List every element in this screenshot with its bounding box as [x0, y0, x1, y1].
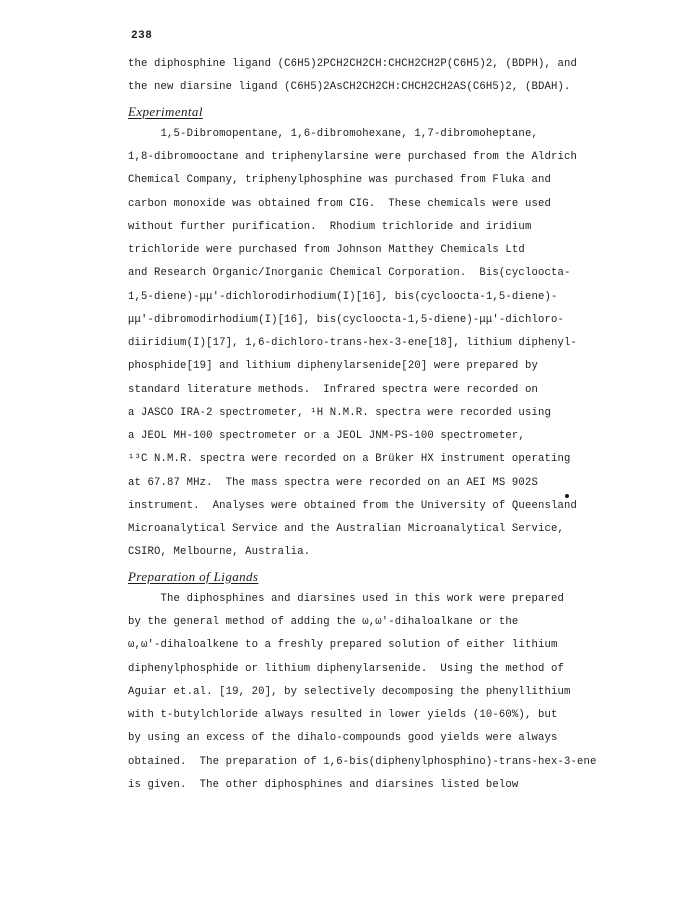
text-line: 1,5-diene)-μμ'-dichlorodirhodium(I)[16], bis(cycloocta-1,5-diene)- — [128, 290, 558, 303]
text-line: without further purification. Rhodium trichloride and iridium — [128, 220, 532, 233]
text-line: μμ'-dibromodirhodium(I)[16], bis(cycloocta-1,5-diene)-μμ'-dichloro- — [128, 313, 564, 326]
text-line: standard literature methods. Infrared spectra were recorded on — [128, 383, 538, 396]
text-line: CSIRO, Melbourne, Australia. — [128, 546, 311, 559]
text-line: diiridium(I)[17], 1,6-dichloro-trans-hex-3-ene[18], lithium diphenyl- — [128, 337, 578, 349]
text-line: at 67.87 MHz. The mass spectra were recorded on an AEI MS 902S — [128, 476, 538, 489]
text-line: carbon monoxide was obtained from CIG. These chemicals were used — [128, 197, 551, 210]
section-heading: Preparation of Ligands — [128, 568, 259, 584]
text-line: and Research Organic/Inorganic Chemical Corporation. Bis(cycloocta- — [128, 267, 571, 280]
text-line: obtained. The preparation of 1,6-bis(diphenylphosphino)-trans-hex-3-ene — [128, 755, 597, 768]
text-line: phosphide[19] and lithium diphenylarsenide[20] were prepared by — [128, 360, 538, 373]
text-line: diphenylphosphide or lithium diphenylarsenide. Using the method of — [128, 662, 564, 675]
text-line: a JASCO IRA-2 spectrometer, ¹H N.M.R. spectra were recorded using — [128, 406, 551, 419]
text-line: Chemical Company, triphenylphosphine was purchased from Fluka and — [128, 174, 551, 187]
text-line: Microanalytical Service and the Australian Microanalytical Service, — [128, 523, 564, 535]
body-text — [128, 53, 658, 797]
page-number: 238 — [131, 30, 153, 42]
text-line: 1,5-Dibromopentane, 1,6-dibromohexane, 1,7-dibromoheptane, — [128, 127, 538, 140]
text-line: a JEOL MH-100 spectrometer or a JEOL JNM-PS-100 spectrometer, — [128, 430, 525, 442]
section-heading: Experimental — [128, 103, 203, 119]
text-line: Aguiar et.al. [19, 20], by selectively decomposing the phenyllithium — [128, 685, 571, 698]
text-line: 1,8-dibromooctane and triphenylarsine were purchased from the Aldrich — [128, 151, 578, 163]
text-line: with t-butylchloride always resulted in lower yields (10-60%), but — [128, 709, 558, 721]
text-line: ω,ω'-dihaloalkene to a freshly prepared solution of either lithium — [128, 639, 558, 652]
text-line: by using an excess of the dihalo-compounds good yields were always — [128, 732, 558, 745]
text-line: the diphosphine ligand (C6H5)2PCH2CH2CH:CHCH2CH2P(C6H5)2, (BDPH), and — [128, 58, 578, 70]
text-line: by the general method of adding the ω,ω'-dihaloalkane or the — [128, 616, 519, 628]
text-line: ¹³C N.M.R. spectra were recorded on a Brüker HX instrument operating — [128, 453, 571, 466]
text-line: trichloride were purchased from Johnson Matthey Chemicals Ltd — [128, 244, 525, 256]
text-line: The diphosphines and diarsines used in this work were prepared — [128, 592, 564, 605]
scan-speck — [565, 494, 569, 498]
text-line: the new diarsine ligand (C6H5)2AsCH2CH2CH:CHCH2CH2AS(C6H5)2, (BDAH). — [128, 81, 571, 94]
text-line: is given. The other diphosphines and diarsines listed below — [128, 778, 519, 791]
text-line: instrument. Analyses were obtained from the University of Queensland — [128, 499, 578, 512]
